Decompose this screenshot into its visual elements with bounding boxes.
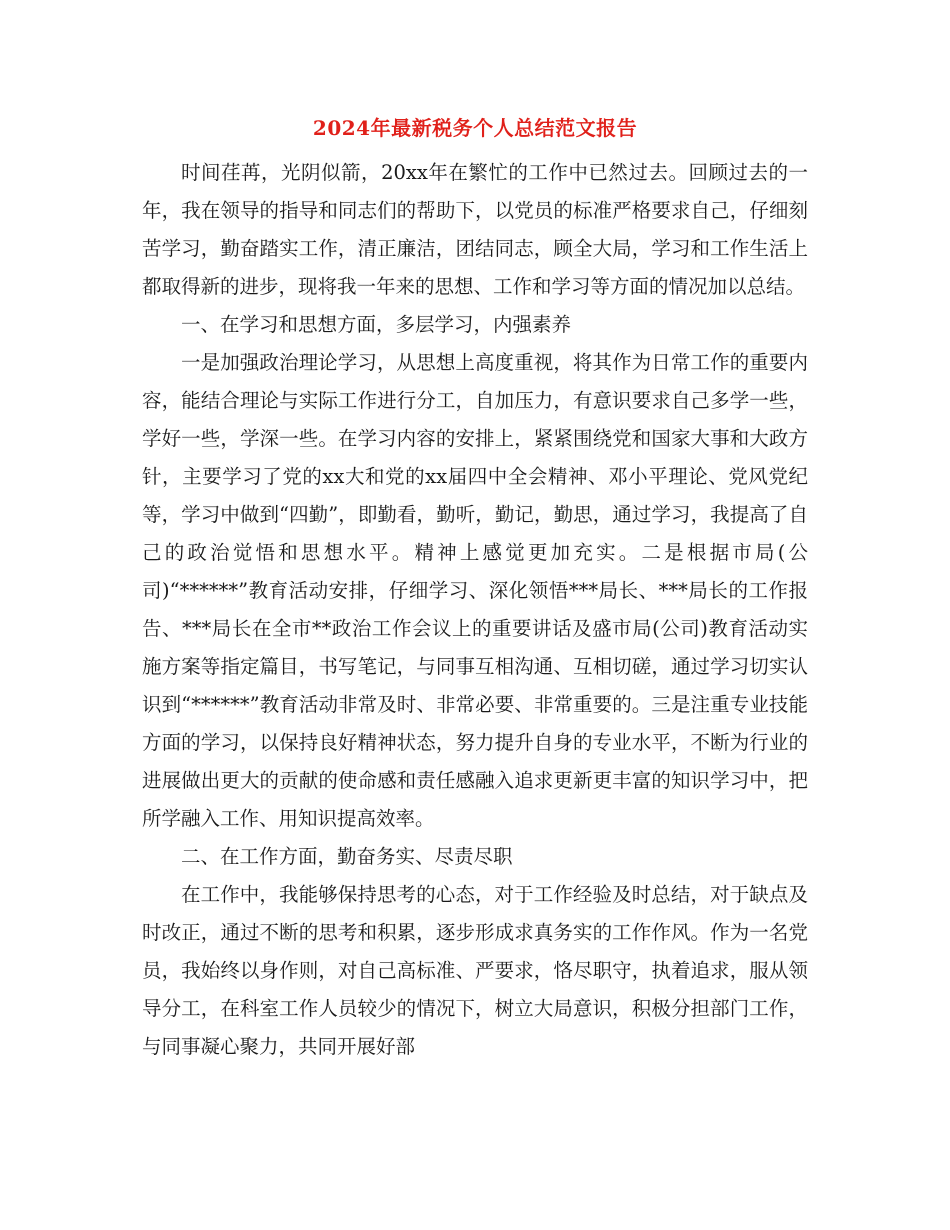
section-body-study: 一是加强政治理论学习，从思想上高度重视，将其作为日常工作的重要内容，能结合理论与实际工作进行分工，自加压力，有意识要求自己多学一些，学好一些，学深一些。在学习内容的安排上，紧紧围绕党和国家大事和大政方针，主要学习了党的xx大和党的xx届四中全会精神、邓小平理论、党风党纪等，学习中做到“四勤”，即勤看，勤听，勤记，勤思，通过学习，我提高了自己的政治觉悟和思想水平。精神上感觉更加充实。二是根据市局(公司)“******”教育活动安排，仔细学习、深化领悟***局长、***局长的工作报告、***局长在全市**政治工作会议上的重要讲话及盛市局(公司)教育活动实施方案等指定篇目，书写笔记，与同事互相沟通、互相切磋，通过学习切实认识到“******”教育活动非常及时、非常必要、非常重要的。三是注重专业技能方面的学习，以保持良好精神状态，努力提升自身的专业水平，不断为行业的进展做出更大的贡献的使命感和责任感融入追求更新更丰富的知识学习中，把所学融入工作、用知识提高效率。	[142, 351, 808, 830]
document-title: 2024年最新税务个人总结范文报告	[312, 116, 638, 140]
intro-paragraph: 时间荏苒，光阴似箭，20xx年在繁忙的工作中已然过去。回顾过去的一年，我在领导的指导和同志们的帮助下，以党员的标准严格要求自己，仔细刻苦学习，勤奋踏实工作，清正廉洁，团结同志，顾全大局，学习和工作生活上都取得新的进步，现将我一年来的思想、工作和学习等方面的情况加以总结。	[142, 161, 808, 298]
section-body-work: 在工作中，我能够保持思考的心态，对于工作经验及时总结，对于缺点及时改正，通过不断的思考和积累，逐步形成求真务实的工作作风。作为一名党员，我始终以身作则，对自己高标准、严要求，恪尽职守，执着追求，服从领导分工，在科室工作人员较少的情况下，树立大局意识，积极分担部门工作，与同事凝心聚力，共同开展好部	[142, 883, 808, 1058]
section-heading-study: 一、在学习和思想方面，多层学习，内强素养	[181, 313, 572, 336]
document-body	[142, 154, 808, 1066]
section-heading-work: 二、在工作方面，勤奋务实、尽责尽职	[181, 845, 513, 868]
